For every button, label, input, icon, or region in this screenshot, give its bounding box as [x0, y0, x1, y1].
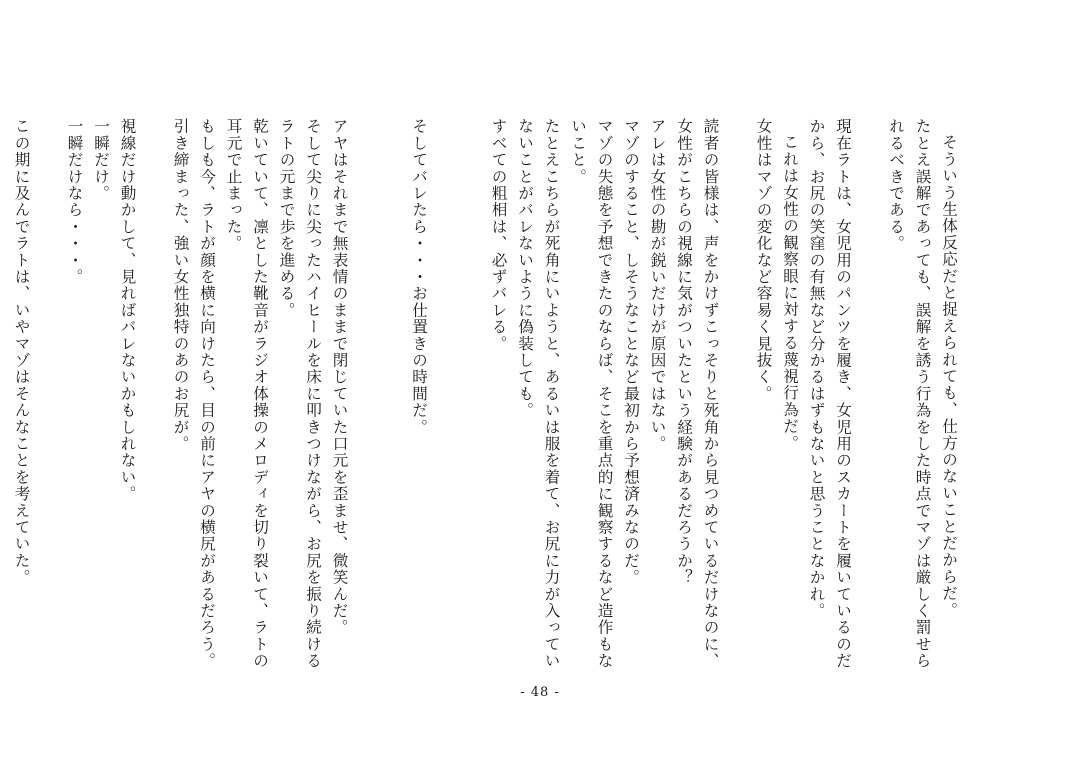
text-line: これは女性の観察眼に対する蔑視行為だ。 [781, 133, 799, 451]
vertical-text-body [12, 118, 962, 678]
text-line: たとえこちらが死角にいようと、あるいは服を着て、お尻に力が入っていないことがバレないように偽装しても。 [516, 118, 561, 670]
text-line: もしも今、ラトが顔を横に向けたら、目の前にアヤの横尻があるだろう。 [198, 118, 216, 670]
blank-line [724, 118, 751, 678]
text-line: たとえ誤解であっても、誤解を誘う行為をした時点でマゾは厳しく罰せられるべきである。 [887, 118, 932, 670]
text-line: 一瞬だけ。 [92, 118, 110, 202]
text-line: そういう生体反応だと捉えられても、仕方のないことだからだ。 [940, 133, 958, 618]
text-line: 女性はマゾの変化など容易く見抜く。 [754, 118, 773, 402]
text-line: 読者の皆様は、声をかけずこっそりと死角から見つめているだけなのに、女性がこちらの視線に気がついたという経験があるだろうか？ [675, 118, 720, 670]
blank-line [432, 118, 459, 678]
text-line: 視線だけ動かして、見ればバレないかもしれない。 [118, 118, 137, 503]
text-line: この期に及んでラトは、いやマゾはそんなことを考えていた。 [12, 118, 31, 586]
text-line: マゾのすること、しそうなことなど最初から予想済みなのだ。 [622, 118, 640, 586]
text-line: マゾの失態を予想できたのならば、そこを重点的に観察するなど造作もないこと。 [569, 118, 614, 670]
blank-line [379, 118, 406, 678]
text-line: そしてバレたら・・・お仕置きの時間だ。 [410, 118, 428, 436]
text-line: 引き締まった、強い女性独特のあのお尻が。 [171, 118, 190, 452]
text-line: 現在ラトは、女児用のパンツを履き、女児用のスカートを履いているのだから、お尻の笑窪の有無など分かるはずもないと思うことなかれ。 [807, 118, 852, 670]
text-line: 乾いていて、凛とした靴音がラジオ体操のメロディを切り裂いて、ラトの耳元で止まった。 [224, 118, 269, 670]
blank-line [459, 118, 486, 678]
text-line: アヤはそれまで無表情のままで閉じていた口元を歪ませ、微笑んだ。 [330, 118, 349, 636]
text-line: アレは女性の勘が鋭いだけが原因ではない。 [648, 118, 667, 452]
text-line: そして尖りに尖ったハイヒールを床に叩きつけながら、お尻を振り続けるラトの元まで歩を進める。 [277, 118, 322, 670]
page-number: - 48 - [520, 685, 560, 700]
blank-line [353, 118, 380, 678]
text-line: すべての粗相は、必ずバレる。 [489, 118, 508, 352]
blank-line [141, 118, 168, 678]
blank-line [35, 118, 62, 678]
blank-line [856, 118, 883, 678]
text-line: 一瞬だけなら・・・。 [65, 118, 84, 285]
